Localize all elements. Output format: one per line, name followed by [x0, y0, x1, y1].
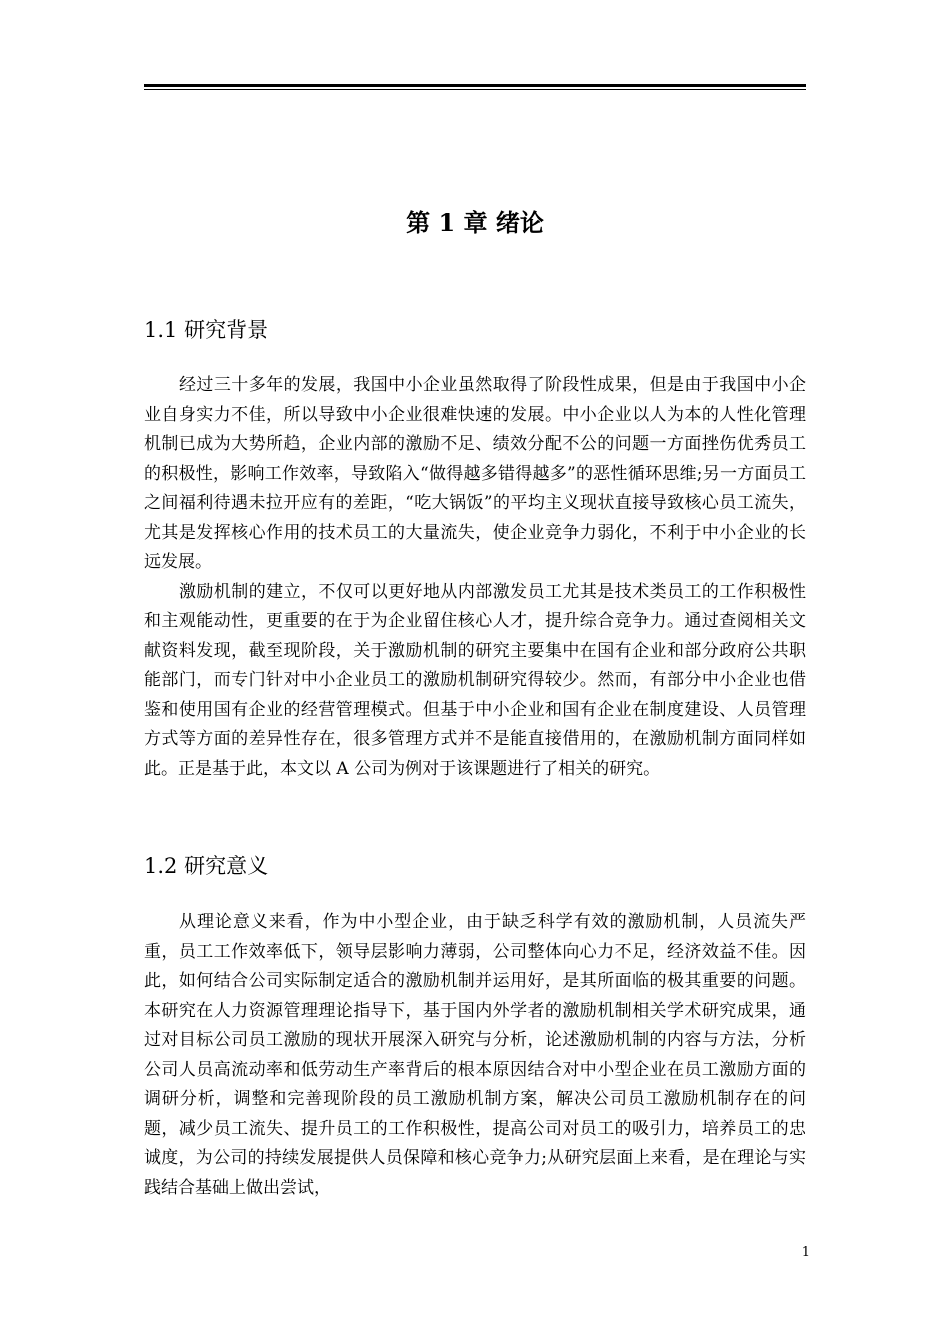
- paragraph: 从理论意义来看，作为中小型企业，由于缺乏科学有效的激励机制，人员流失严重，员工工作效率低下，领导层影响力薄弱，公司整体向心力不足，经济效益不佳。因此，如何结合公司实际制定适合的激励机制并运用好，是其所面临的极其重要的问题。本研究在人力资源管理理论指导下，基于国内外学者的激励机制相关学术研究成果，通过对目标公司员工激励的现状开展深入研究与分析，论述激励机制的内容与方法，分析公司人员高流动率和低劳动生产率背后的根本原因结合对中小型企业在员工激励方面的调研分析，调整和完善现阶段的员工激励机制方案，解决公司员工激励机制存在的问题，减少员工流失、提升员工的工作积极性，提高公司对员工的吸引力，培养员工的忠诚度，为公司的持续发展提供人员保障和核心竞争力;从研究层面上来看，是在理论与实践结合基础上做出尝试，: [144, 912, 806, 1198]
- page-number: 1: [801, 1245, 810, 1260]
- header-rule-thin: [144, 89, 806, 90]
- paragraph: 激励机制的建立，不仅可以更好地从内部激发员工尤其是技术类员工的工作积极性和主观能动性，更重要的在于为企业留住核心人才，提升综合竞争力。通过查阅相关文献资料发现，截至现阶段，关于激励机制的研究主要集中在国有企业和部分政府公共职能部门，而专门针对中小企业员工的激励机制研究得较少。然而，有部分中小企业也借鉴和使用国有企业的经营管理模式。但基于中小企业和国有企业在制度建设、人员管理方式等方面的差异性存在，很多管理方式并不是能直接借用的，在激励机制方面同样如此。正是基于此，本文以 A 公司为例对于该课题进行了相关的研究。: [144, 581, 806, 779]
- chapter-title: 第 1 章 绪论: [406, 208, 544, 237]
- section-heading-research-background: 1.1 研究背景: [144, 318, 269, 342]
- section-heading-research-significance: 1.2 研究意义: [144, 854, 269, 878]
- header-rule-thick: [144, 84, 806, 87]
- section-body-research-background: [144, 371, 806, 784]
- paragraph: 经过三十多年的发展，我国中小企业虽然取得了阶段性成果，但是由于我国中小企业自身实力不佳，所以导致中小企业很难快速的发展。中小企业以人为本的人性化管理机制已成为大势所趋，企业内部的激励不足、绩效分配不公的问题一方面挫伤优秀员工的积极性，影响工作效率，导致陷入“做得越多错得越多”的恶性循环思维;另一方面员工之间福利待遇未拉开应有的差距，“吃大锅饭”的平均主义现状直接导致核心员工流失，尤其是发挥核心作用的技术员工的大量流失，使企业竞争力弱化，不利于中小企业的长远发展。: [144, 375, 806, 572]
- section-body-research-significance: [144, 908, 806, 1203]
